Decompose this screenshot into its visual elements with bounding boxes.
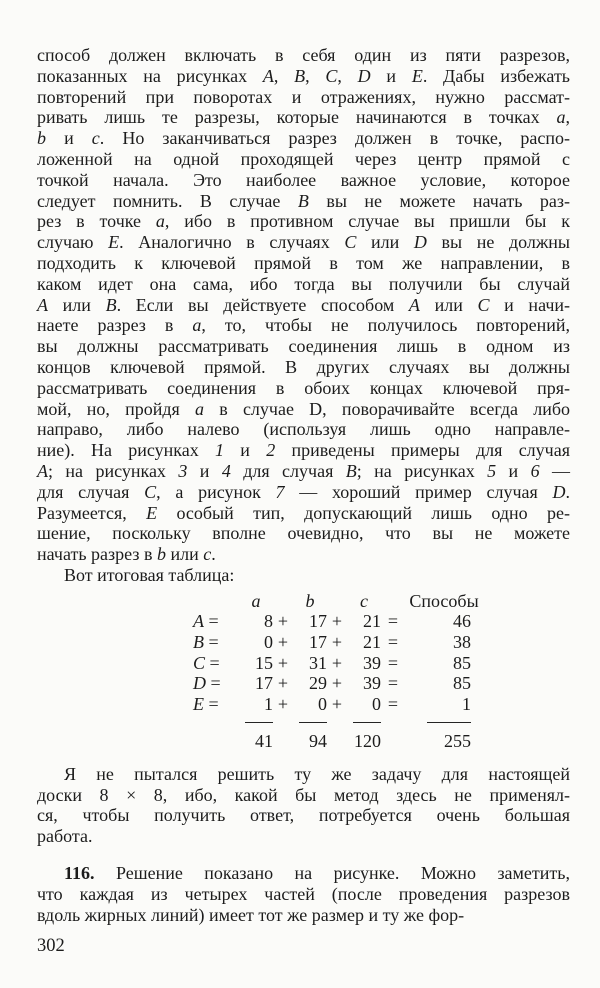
text-line: подходить к ключевой прямой в том же направлении, в: [37, 252, 570, 273]
sum-rule: [353, 722, 381, 723]
text-line: способ должен включать в себя один из пяти разрезов,: [37, 45, 570, 65]
text-line: концов ключевой прямой. В других случаях вы должны: [37, 356, 570, 377]
table-cell: [381, 722, 405, 731]
text-line: b и c. Но заканчиваться разрез должен в точке, распо-: [37, 128, 570, 149]
equals-sign: =: [387, 631, 399, 652]
body-text-bottom: [37, 764, 570, 926]
plus-sign: +: [331, 673, 343, 694]
row-label: A =: [193, 611, 219, 632]
table-row: [193, 632, 570, 653]
table-cell: 1: [264, 693, 273, 714]
text-line: доски 8 × 8, ибо, какой бы метод здесь не применял-: [37, 784, 570, 805]
text-line: рез в точке a, ибо в противном случае вы пришли бы к: [37, 211, 570, 232]
paragraph: [37, 863, 570, 925]
row-total: 46: [453, 611, 471, 632]
text-line: Вот итоговая таблица:: [64, 564, 235, 585]
plus-sign: +: [277, 611, 289, 632]
table-cell: 29: [309, 673, 327, 694]
text-line: следует помнить. В случае B вы не можете начать раз-: [37, 190, 570, 211]
column-total: 41: [255, 731, 273, 752]
table-cell: 0: [264, 631, 273, 652]
paragraph: [37, 764, 570, 847]
table-cell: [347, 722, 381, 731]
paragraph: [37, 565, 570, 586]
text-line: повторений при поворотах и отражениях, нужно рассмат-: [37, 86, 570, 107]
table-cell: [381, 731, 405, 752]
plus-sign: +: [331, 652, 343, 673]
summary-table: [193, 591, 570, 752]
text-line: каком идет она сама, ибо тогда вы получили бы случай: [37, 273, 570, 294]
row-total: 85: [453, 673, 471, 694]
equals-sign: =: [387, 652, 399, 673]
text-line: направо, либо налево (используя лишь одно направле-: [37, 419, 570, 440]
text-line: ние). На рисунках 1 и 2 приведены примеры для случая: [37, 440, 570, 461]
table-cell: [327, 731, 347, 752]
table-row: [193, 653, 570, 674]
paragraph: [37, 45, 570, 565]
table-row: [193, 611, 570, 632]
text-line: работа.: [37, 826, 93, 847]
row-label: D =: [193, 673, 221, 694]
row-label: C =: [193, 652, 220, 673]
table-cell: [193, 731, 239, 752]
plus-sign: +: [277, 652, 289, 673]
equals-sign: =: [387, 611, 399, 632]
table-cell: [273, 731, 293, 752]
plus-sign: +: [277, 673, 289, 694]
text-line: ся, чтобы получить ответ, потребуется очень большая: [37, 805, 570, 826]
plus-sign: +: [331, 693, 343, 714]
table-cell: [293, 722, 327, 731]
table-cell: 39: [363, 673, 381, 694]
text-line: A; на рисунках 3 и 4 для случая B; на рисунках 5 и 6 —: [37, 460, 570, 481]
sum-rule: [427, 722, 471, 723]
text-line: что каждая из четырех частей (после проведения разрезов: [37, 883, 570, 904]
text-line: шение, поскольку вполне очевидно, что вы не можете: [37, 523, 570, 544]
table-cell: [381, 591, 405, 612]
table-cell: 17: [255, 673, 273, 694]
table-row: [193, 694, 570, 715]
table-rule-row: [193, 722, 570, 731]
row-total: 85: [453, 652, 471, 673]
table-cell: 17: [309, 631, 327, 652]
plus-sign: +: [277, 693, 289, 714]
row-label: B =: [193, 631, 219, 652]
column-total: 120: [354, 731, 381, 752]
table-cell: [273, 722, 293, 731]
plus-sign: +: [277, 631, 289, 652]
page-number: 302: [37, 936, 65, 956]
equals-sign: =: [387, 673, 399, 694]
equals-sign: =: [387, 693, 399, 714]
table-cell: [273, 591, 293, 612]
table-cell: [327, 722, 347, 731]
text-line: мой, но, пройдя a в случае D, поворачивайте всегда либо: [37, 398, 571, 419]
table-cell: 0: [318, 693, 327, 714]
text-line: ривать лишь те разрезы, которые начинаются в точках a,: [37, 107, 570, 128]
table-header-row: [193, 591, 570, 612]
table-cell: 21: [363, 611, 381, 632]
table-cell: 21: [363, 631, 381, 652]
table-cell: [405, 722, 483, 731]
table-cell: [327, 591, 347, 612]
text-line: 116. Решение показано на рисунке. Можно заметить,: [64, 863, 570, 884]
table-cell: 8: [264, 611, 273, 632]
text-line: ложенной на одной проходящей через центр прямой с: [37, 148, 570, 169]
text-line: A или B. Если вы действуете способом A или C и начи-: [37, 294, 571, 315]
text-line: точкой начала. Это наиболее важное условие, которое: [37, 169, 570, 190]
col-header-c: c: [360, 590, 368, 611]
table-cell: 0: [372, 693, 381, 714]
table-totals-row: [193, 731, 570, 752]
table-cell: 15: [255, 652, 273, 673]
text-line: наете разрез в a, то, чтобы не получилось повторений,: [37, 315, 571, 336]
text-line: Я не пытался решить ту же задачу для настоящей: [64, 763, 570, 784]
text-line: случаю E. Аналогично в случаях C или D вы не должны: [37, 232, 571, 253]
table-cell: 31: [309, 652, 327, 673]
table-row: [193, 673, 570, 694]
table-cell: 17: [309, 611, 327, 632]
text-line: показанных на рисунках A, B, C, D и E. Дабы избежать: [37, 65, 571, 86]
text-line: вдоль жирных линий) имеет тот же размер и ту же фор-: [37, 904, 465, 925]
table-cell: [239, 722, 273, 731]
plus-sign: +: [331, 611, 343, 632]
plus-sign: +: [331, 631, 343, 652]
row-total: 1: [462, 693, 471, 714]
table-cell: [193, 722, 239, 731]
col-header-b: b: [305, 590, 315, 611]
col-header-a: a: [251, 590, 261, 611]
table-cell: [193, 591, 239, 612]
text-line: Разумеется, E особый тип, допускающий лишь одно ре-: [37, 502, 571, 523]
text-line: начать разрез в b или c.: [37, 544, 216, 565]
sum-rule: [245, 722, 273, 723]
row-total: 38: [453, 631, 471, 652]
text-line: рассматривать соединения в обоих концах ключевой пря-: [37, 377, 570, 398]
table-cell: 39: [363, 652, 381, 673]
text-line: вы должны рассматривать соединения лишь в одном из: [37, 336, 570, 357]
sum-rule: [299, 722, 327, 723]
grand-total: 255: [444, 731, 471, 752]
body-text-top: [37, 45, 570, 586]
col-header-ways: Способы: [409, 590, 479, 611]
row-label: E =: [193, 693, 219, 714]
text-line: для случая C, а рисунок 7 — хороший пример случая D.: [37, 481, 570, 502]
column-total: 94: [309, 731, 327, 752]
